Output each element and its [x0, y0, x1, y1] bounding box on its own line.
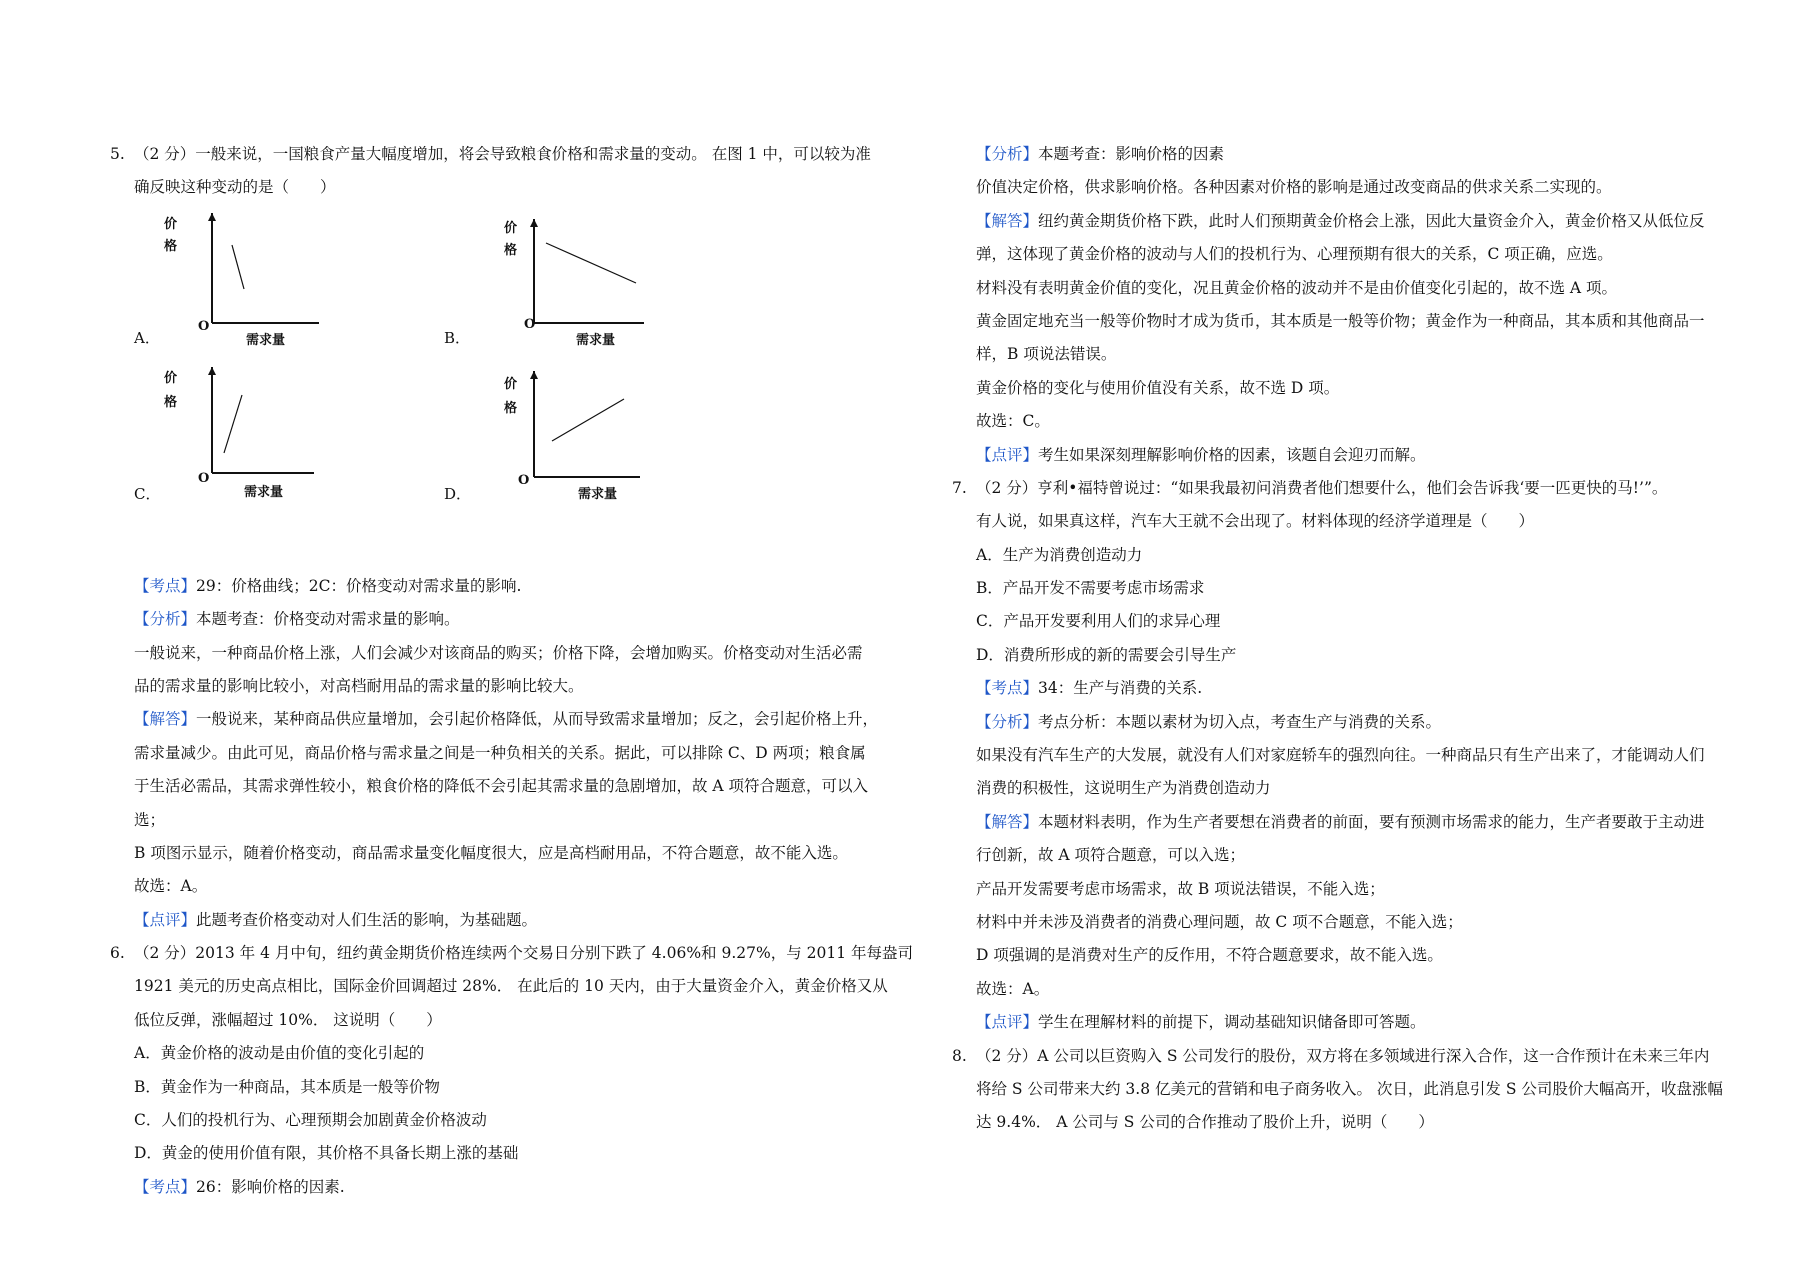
q6-jieda-line: 弹，这体现了黄金价格的波动与人们的投机行为、心理预期有很大的关系，C 项正确，应选。	[976, 245, 1613, 264]
chart-d-curve	[552, 399, 624, 441]
q7-option-d: D．消费所形成的新的需要会引导生产	[976, 645, 1237, 664]
q6-fenxi-line: 价值决定价格，供求影响价格。各种因素对价格的影响是通过改变商品的供求关系二实现的。	[976, 178, 1612, 197]
q6-jieda-line: 样，B 项说法错误。	[976, 345, 1117, 364]
q7-dianping: 【点评】学生在理解材料的前提下，调动基础知识储备即可答题。	[976, 1013, 1426, 1032]
chart-a-y-label-2: 格	[164, 238, 178, 254]
chart-b-y-label-2: 格	[504, 242, 518, 258]
q7-number: 7.	[952, 478, 967, 497]
q6-stem-line-3: 低位反弹，涨幅超过 10%． 这说明（ ）	[134, 1010, 442, 1029]
chart-b-x-label: 需求量	[576, 332, 616, 348]
chart-b-y-label-1: 价	[504, 220, 518, 236]
q7-option-c: C．产品开发要利用人们的求异心理	[976, 612, 1221, 631]
q6-option-b: B．黄金作为一种商品，其本质是一般等价物	[134, 1077, 440, 1096]
q6-fenxi: 【分析】本题考查：影响价格的因素	[976, 145, 1225, 163]
q6-jieda-line: 材料没有表明黄金价值的变化，况且黄金价格的波动并不是由价值变化引起的，故不选 A 项。	[976, 278, 1618, 297]
q5-fenxi-line: 品的需求量的影响比较小，对高档耐用品的需求量的影响比较大。	[134, 676, 584, 695]
chart-d	[474, 369, 634, 502]
q7-jieda-line: 产品开发需要考虑市场需求，故 B 项说法错误，不能入选；	[976, 879, 1385, 898]
q6-option-c: C．人们的投机行为、心理预期会加剧黄金价格波动	[134, 1111, 487, 1130]
q7-fenxi-line: 消费的积极性，这说明生产为消费创造动力	[976, 779, 1271, 798]
q6-jieda-line: 黄金价格的变化与使用价值没有关系，故不选 D 项。	[976, 378, 1340, 397]
chart-c-y-label-2: 格	[164, 394, 178, 410]
q5-kaodian: 【考点】29：价格曲线；2C：价格变动对需求量的影响.	[134, 576, 522, 595]
q5-jieda-line: 选；	[134, 810, 166, 829]
q7-jieda-line: D 项强调的是消费对生产的反作用，不符合题意要求，故不能入选。	[976, 946, 1443, 965]
q7-jieda-line: 行创新，故 A 项符合题意，可以入选；	[976, 846, 1246, 865]
chart-c-y-label-1: 价	[164, 370, 178, 386]
q8-number: 8.	[952, 1046, 967, 1065]
q7-option-a: A．生产为消费创造动力	[976, 545, 1143, 564]
q8-stem-line-3: 达 9.4%． A 公司与 S 公司的合作推动了股价上升，说明（ ）	[976, 1113, 1434, 1132]
q6-stem-line-1: 6. （2 分）2013 年 4 月中旬，纽约黄金期货价格连续两个交易日分别下跌了 4.06%和 9.27%，与 2011 年每盎司	[110, 937, 910, 970]
q5-dianping: 【点评】此题考查价格变动对人们生活的影响，为基础题。	[134, 910, 538, 929]
right-column	[952, 138, 1722, 1140]
q5-charts	[134, 205, 910, 570]
q7-option-b: B．产品开发不需要考虑市场需求	[976, 579, 1205, 598]
q6-answer: 故选：C。	[976, 412, 1050, 431]
q5-stem-line-1: 5. （2 分）一般来说，一国粮食产量大幅度增加，将会导致粮食价格和需求量的变动。 在图 1 中，可以较为准	[110, 138, 910, 171]
q7-jieda-line: 材料中并未涉及消费者的消费心理问题，故 C 项不合题意，不能入选；	[976, 912, 1463, 931]
q6-number: 6.	[110, 944, 125, 963]
chart-a	[164, 213, 324, 348]
chart-a-x-label: 需求量	[246, 332, 286, 348]
chart-d-option-label: D．	[444, 484, 472, 503]
q5-jieda-line: 于生活必需品，其需求弹性较小，粮食价格的降低不会引起其需求量的急剧增加，故 A 项符合题意，可以入	[134, 777, 869, 796]
chart-a-curve	[232, 245, 244, 289]
chart-d-x-label: 需求量	[578, 486, 618, 502]
chart-a-origin: O	[198, 318, 210, 334]
q6-dianping: 【点评】考生如果深刻理解影响价格的因素，该题自会迎刃而解。	[976, 445, 1426, 464]
q7-answer: 故选：A。	[976, 979, 1050, 998]
q5-fenxi-line: 一般说来，一种商品价格上涨，人们会减少对该商品的购买；价格下降，会增加购买。价格变动对生活必需	[134, 643, 863, 662]
q7-fenxi: 【分析】考点分析：本题以素材为切入点，考查生产与消费的关系。	[976, 712, 1442, 731]
q5-jieda-line: B 项图示显示，随着价格变动，商品需求量变化幅度很大，应是高档耐用品，不符合题意，故不能入选。	[134, 843, 848, 862]
chart-d-origin: O	[518, 472, 530, 488]
q5-fenxi: 【分析】本题考查：价格变动对需求量的影响。	[134, 610, 460, 629]
chart-c-graphic	[164, 365, 324, 493]
chart-c-origin: O	[198, 470, 210, 486]
left-column	[110, 138, 914, 1204]
q6-option-d: D．黄金的使用价值有限，其价格不具备长期上涨的基础	[134, 1144, 519, 1163]
q5-jieda-line: 需求量减少。由此可见，商品价格与需求量之间是一种负相关的关系。据此，可以排除 C、D 两项；粮食属	[134, 743, 866, 762]
q6-jieda-line: 黄金固定地充当一般等价物时才成为货币，其本质是一般等价物；黄金作为一种商品，其本质和其他商品一	[976, 311, 1705, 330]
q7-fenxi-line: 如果没有汽车生产的大发展，就没有人们对家庭轿车的强烈向往。一种商品只有生产出来了，才能调动人们	[976, 746, 1705, 765]
chart-b-graphic	[474, 213, 644, 341]
chart-a-y-label-1: 价	[164, 216, 178, 232]
chart-a-option-label: A．	[134, 328, 160, 347]
q6-kaodian: 【考点】26：影响价格的因素.	[134, 1177, 345, 1196]
q6-option-a: A．黄金价格的波动是由价值的变化引起的	[134, 1044, 425, 1063]
chart-d-y-label-1: 价	[504, 376, 518, 392]
chart-b-option-label: B．	[444, 328, 471, 347]
chart-c	[164, 365, 324, 500]
chart-c-option-label: C．	[134, 484, 161, 503]
q7-stem-line-1: 7. （2 分）亨利•福特曾说过：“如果我最初问消费者他们想要什么，他们会告诉我‘要一匹更快的马!’”。	[952, 472, 1722, 505]
q5-number: 5.	[110, 145, 125, 163]
q5-jieda: 【解答】一般说来，某种商品供应量增加，会引起价格降低，从而导致需求量增加；反之，会引起价格上升，	[134, 710, 879, 729]
chart-b	[474, 213, 634, 348]
chart-d-y-label-2: 格	[504, 400, 518, 416]
q8-stem-line-1: 8. （2 分）A 公司以巨资购入 S 公司发行的股份，双方将在多领域进行深入合作，这一合作预计在未来三年内	[952, 1040, 1722, 1073]
chart-d-graphic	[474, 369, 644, 497]
chart-b-origin: O	[524, 316, 536, 332]
chart-c-curve	[224, 395, 242, 453]
q6-jieda: 【解答】纽约黄金期货价格下跌，此时人们预期黄金价格会上涨，因此大量资金介入，黄金价格又从低位反	[976, 211, 1705, 230]
q6-stem-line-2: 1921 美元的历史高点相比，国际金价回调超过 28%． 在此后的 10 天内，由于大量资金介入，黄金价格又从	[134, 977, 888, 996]
q5-answer: 故选：A。	[134, 877, 208, 896]
chart-b-curve	[546, 243, 636, 283]
chart-c-x-label: 需求量	[244, 484, 284, 500]
q7-stem-line-2: 有人说，如果真这样，汽车大王就不会出现了。材料体现的经济学道理是（ ）	[976, 512, 1535, 531]
q7-kaodian: 【考点】34：生产与消费的关系.	[976, 679, 1203, 698]
q5-stem-line-2: 确反映这种变动的是（ ）	[134, 178, 336, 197]
q7-jieda: 【解答】本题材料表明，作为生产者要想在消费者的前面，要有预测市场需求的能力，生产者要敢于主动进	[976, 812, 1705, 831]
chart-a-graphic	[164, 213, 324, 341]
q8-stem-line-2: 将给 S 公司带来大约 3.8 亿美元的营销和电子商务收入。 次日，此消息引发 S 公司股价大幅高开，收盘涨幅	[976, 1079, 1723, 1098]
